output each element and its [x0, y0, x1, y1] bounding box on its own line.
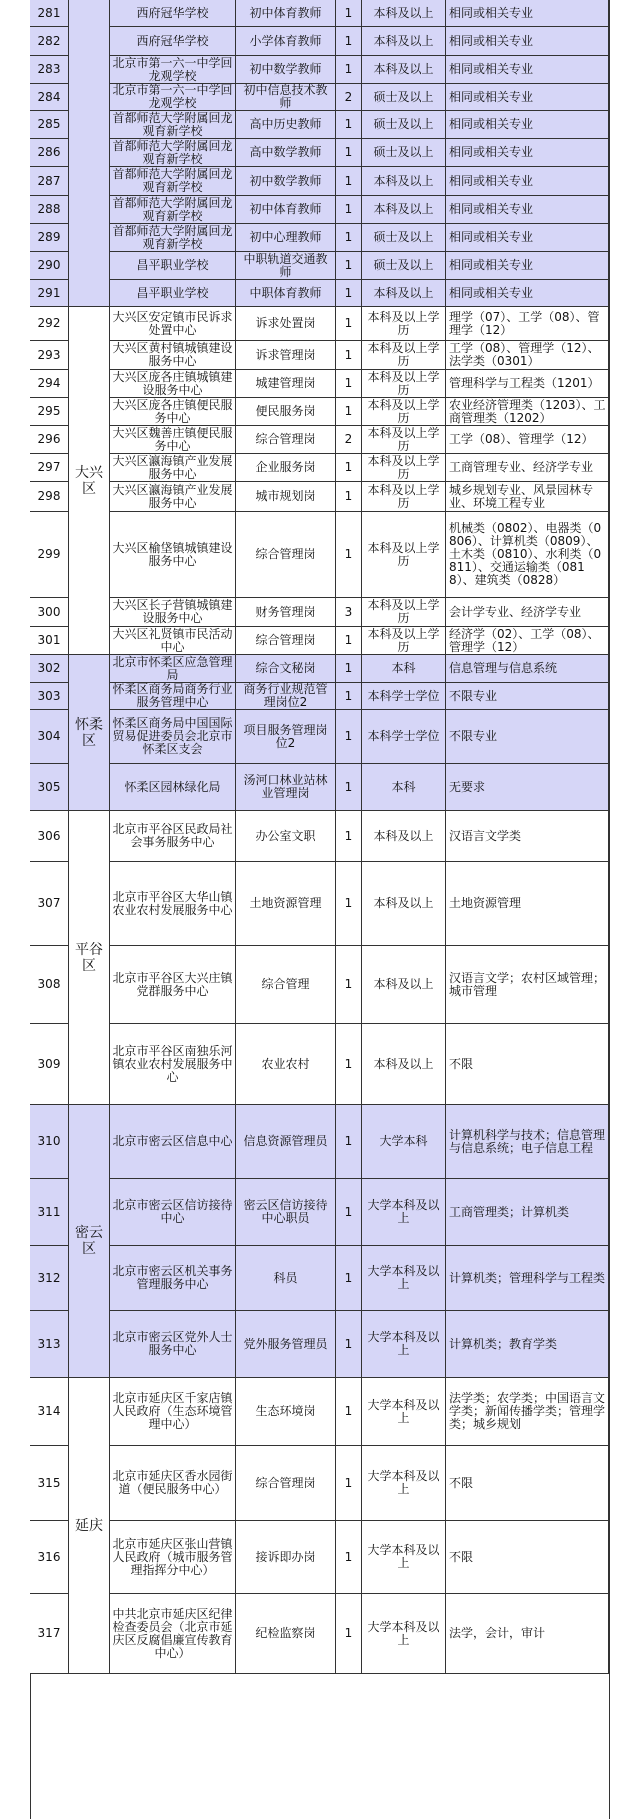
position-cell: 办公室文职	[236, 811, 336, 862]
count-cell: 1	[336, 1446, 362, 1521]
count-cell: 1	[336, 252, 362, 280]
count-cell: 1	[336, 307, 362, 341]
education-cell: 本科及以上学历	[362, 426, 446, 454]
education-cell: 本科及以上	[362, 946, 446, 1024]
position-cell: 综合管理岗	[236, 426, 336, 454]
unit-cell: 首都师范大学附属回龙观育新学校	[110, 196, 236, 224]
count-cell: 1	[336, 111, 362, 139]
position-cell: 综合管理岗	[236, 627, 336, 655]
major-cell: 法学类；农学类；中国语言文学类；新闻传播学类；管理学类；城乡规划	[446, 1378, 609, 1446]
count-cell: 1	[336, 370, 362, 398]
row-number-cell: 304	[30, 710, 69, 764]
major-cell: 工商管理类；计算机类	[446, 1179, 609, 1246]
position-cell: 小学体育教师	[236, 27, 336, 56]
row-number-cell: 299	[30, 512, 69, 598]
major-cell: 不限	[446, 1521, 609, 1594]
major-cell: 相同或相关专业	[446, 252, 609, 280]
major-cell: 会计学专业、经济学专业	[446, 598, 609, 627]
count-cell: 1	[336, 710, 362, 764]
major-cell: 相同或相关专业	[446, 139, 609, 167]
education-cell: 本科及以上	[362, 1024, 446, 1105]
count-cell: 1	[336, 1378, 362, 1446]
row-number-cell: 309	[30, 1024, 69, 1105]
position-cell: 便民服务岗	[236, 398, 336, 426]
major-cell: 经济学（02）、工学（08）、管理学（12）	[446, 627, 609, 655]
position-cell: 信息资源管理员	[236, 1105, 336, 1179]
count-cell: 1	[336, 1179, 362, 1246]
unit-cell: 北京市第一六一中学回龙观学校	[110, 56, 236, 84]
major-cell: 相同或相关专业	[446, 111, 609, 139]
position-cell: 中职轨道交通教师	[236, 252, 336, 280]
position-cell: 纪检监察岗	[236, 1594, 336, 1674]
row-number-cell: 316	[30, 1521, 69, 1594]
education-cell: 硕士及以上	[362, 252, 446, 280]
major-cell: 汉语言文学类	[446, 811, 609, 862]
row-number-cell: 295	[30, 398, 69, 426]
row-number-cell: 288	[30, 196, 69, 224]
row-number-cell: 292	[30, 307, 69, 341]
major-cell: 不限专业	[446, 683, 609, 710]
education-cell: 本科及以上学历	[362, 398, 446, 426]
major-cell: 相同或相关专业	[446, 27, 609, 56]
row-number-cell: 281	[30, 0, 69, 27]
row-number-cell: 308	[30, 946, 69, 1024]
count-cell: 1	[336, 1105, 362, 1179]
position-cell: 项目服务管理岗位2	[236, 710, 336, 764]
row-number-cell: 302	[30, 655, 69, 683]
major-cell: 土地资源管理	[446, 862, 609, 946]
row-number-cell: 291	[30, 280, 69, 307]
education-cell: 本科及以上学历	[362, 598, 446, 627]
major-cell: 工学（08）、管理学（12）	[446, 426, 609, 454]
district-cell: 平谷区	[69, 811, 110, 1105]
count-cell: 1	[336, 398, 362, 426]
major-cell: 无要求	[446, 764, 609, 811]
unit-cell: 北京市第一六一中学回龙观学校	[110, 84, 236, 111]
unit-cell: 怀柔区商务局商务行业服务管理中心	[110, 683, 236, 710]
count-cell: 1	[336, 1311, 362, 1378]
position-cell: 初中信息技术教师	[236, 84, 336, 111]
position-cell: 综合文秘岗	[236, 655, 336, 683]
education-cell: 硕士及以上	[362, 224, 446, 252]
position-cell: 城市规划岗	[236, 482, 336, 512]
position-cell: 初中体育教师	[236, 0, 336, 27]
position-cell: 企业服务岗	[236, 454, 336, 482]
position-cell: 综合管理岗	[236, 1446, 336, 1521]
unit-cell: 北京市延庆区张山营镇人民政府（城市服务管理指挥分中心）	[110, 1521, 236, 1594]
row-number-cell: 303	[30, 683, 69, 710]
unit-cell: 北京市密云区信访接待中心	[110, 1179, 236, 1246]
education-cell: 本科及以上	[362, 862, 446, 946]
position-cell: 初中数学教师	[236, 167, 336, 196]
major-cell: 相同或相关专业	[446, 196, 609, 224]
count-cell: 1	[336, 224, 362, 252]
count-cell: 1	[336, 1024, 362, 1105]
education-cell: 硕士及以上	[362, 139, 446, 167]
unit-cell: 北京市密云区信息中心	[110, 1105, 236, 1179]
unit-cell: 西府冠华学校	[110, 0, 236, 27]
position-cell: 初中数学教师	[236, 56, 336, 84]
count-cell: 1	[336, 482, 362, 512]
unit-cell: 首都师范大学附属回龙观育新学校	[110, 167, 236, 196]
unit-cell: 北京市平谷区大兴庄镇党群服务中心	[110, 946, 236, 1024]
count-cell: 1	[336, 862, 362, 946]
education-cell: 本科及以上学历	[362, 482, 446, 512]
row-number-cell: 293	[30, 341, 69, 370]
district-cell: 大兴区	[69, 307, 110, 655]
position-cell: 综合管理岗	[236, 512, 336, 598]
major-cell: 城乡规划专业、风景园林专业、环境工程专业	[446, 482, 609, 512]
education-cell: 本科及以上学历	[362, 307, 446, 341]
major-cell: 不限	[446, 1024, 609, 1105]
unit-cell: 首都师范大学附属回龙观育新学校	[110, 111, 236, 139]
unit-cell: 怀柔区商务局中国国际贸易促进委员会北京市怀柔区支会	[110, 710, 236, 764]
count-cell: 1	[336, 341, 362, 370]
major-cell: 汉语言文学；农村区域管理；城市管理	[446, 946, 609, 1024]
education-cell: 大学本科及以上	[362, 1378, 446, 1446]
count-cell: 2	[336, 426, 362, 454]
major-cell: 相同或相关专业	[446, 84, 609, 111]
row-number-cell: 296	[30, 426, 69, 454]
major-cell: 农业经济管理类（1203）、工商管理类（1202）	[446, 398, 609, 426]
row-number-cell: 305	[30, 764, 69, 811]
row-number-cell: 310	[30, 1105, 69, 1179]
major-cell: 工学（08）、管理学（12）、法学类（0301）	[446, 341, 609, 370]
unit-cell: 昌平职业学校	[110, 280, 236, 307]
row-number-cell: 307	[30, 862, 69, 946]
count-cell: 1	[336, 655, 362, 683]
row-number-cell: 298	[30, 482, 69, 512]
row-number-cell: 289	[30, 224, 69, 252]
count-cell: 1	[336, 27, 362, 56]
education-cell: 本科学士学位	[362, 710, 446, 764]
position-cell: 接诉即办岗	[236, 1521, 336, 1594]
row-number-cell: 290	[30, 252, 69, 280]
education-cell: 本科	[362, 764, 446, 811]
unit-cell: 大兴区瀛海镇产业发展服务中心	[110, 454, 236, 482]
row-number-cell: 300	[30, 598, 69, 627]
position-cell: 城建管理岗	[236, 370, 336, 398]
major-cell: 相同或相关专业	[446, 280, 609, 307]
education-cell: 硕士及以上	[362, 84, 446, 111]
count-cell: 1	[336, 167, 362, 196]
row-number-cell: 282	[30, 27, 69, 56]
unit-cell: 首都师范大学附属回龙观育新学校	[110, 139, 236, 167]
unit-cell: 北京市延庆区香水园街道（便民服务中心）	[110, 1446, 236, 1521]
row-number-cell: 313	[30, 1311, 69, 1378]
education-cell: 本科及以上	[362, 196, 446, 224]
count-cell: 1	[336, 683, 362, 710]
unit-cell: 大兴区庞各庄镇便民服务中心	[110, 398, 236, 426]
education-cell: 本科及以上学历	[362, 512, 446, 598]
position-cell: 密云区信访接待中心职员	[236, 1179, 336, 1246]
major-cell: 计算机类；管理科学与工程类	[446, 1246, 609, 1311]
education-cell: 本科及以上学历	[362, 341, 446, 370]
education-cell: 本科及以上	[362, 167, 446, 196]
unit-cell: 怀柔区园林绿化局	[110, 764, 236, 811]
education-cell: 本科及以上	[362, 0, 446, 27]
major-cell: 管理科学与工程类（1201）	[446, 370, 609, 398]
position-cell: 科员	[236, 1246, 336, 1311]
education-cell: 大学本科及以上	[362, 1521, 446, 1594]
position-cell: 商务行业规范管理岗位2	[236, 683, 336, 710]
unit-cell: 大兴区长子营镇城镇建设服务中心	[110, 598, 236, 627]
unit-cell: 北京市平谷区民政局社会事务服务中心	[110, 811, 236, 862]
row-number-cell: 306	[30, 811, 69, 862]
unit-cell: 北京市平谷区南独乐河镇农业农村发展服务中心	[110, 1024, 236, 1105]
unit-cell: 北京市平谷区大华山镇农业农村发展服务中心	[110, 862, 236, 946]
count-cell: 1	[336, 627, 362, 655]
position-cell: 财务管理岗	[236, 598, 336, 627]
education-cell: 本科及以上学历	[362, 370, 446, 398]
position-cell: 生态环境岗	[236, 1378, 336, 1446]
row-number-cell: 287	[30, 167, 69, 196]
district-cell: 延庆	[69, 1378, 110, 1674]
position-cell: 高中数学教师	[236, 139, 336, 167]
education-cell: 大学本科及以上	[362, 1246, 446, 1311]
unit-cell: 西府冠华学校	[110, 27, 236, 56]
position-cell: 土地资源管理	[236, 862, 336, 946]
unit-cell: 北京市密云区机关事务管理服务中心	[110, 1246, 236, 1311]
row-number-cell: 294	[30, 370, 69, 398]
education-cell: 大学本科及以上	[362, 1311, 446, 1378]
count-cell: 1	[336, 1521, 362, 1594]
unit-cell: 北京市怀柔区应急管理局	[110, 655, 236, 683]
major-cell: 信息管理与信息系统	[446, 655, 609, 683]
major-cell: 理学（07）、工学（08）、管理学（12）	[446, 307, 609, 341]
row-number-cell: 311	[30, 1179, 69, 1246]
position-cell: 诉求管理岗	[236, 341, 336, 370]
position-cell: 中职体育教师	[236, 280, 336, 307]
row-number-cell: 317	[30, 1594, 69, 1674]
row-number-cell: 285	[30, 111, 69, 139]
major-cell: 机械类（0802）、电器类（0806）、计算机类（0809）、土木类（0810）、水利类（0811）、交通运输类（0818）、建筑类（0828）	[446, 512, 609, 598]
district-cell	[69, 0, 110, 307]
unit-cell: 大兴区庞各庄镇城镇建设服务中心	[110, 370, 236, 398]
district-cell: 密云区	[69, 1105, 110, 1378]
major-cell: 相同或相关专业	[446, 224, 609, 252]
education-cell: 大学本科及以上	[362, 1446, 446, 1521]
row-number-cell: 284	[30, 84, 69, 111]
education-cell: 本科及以上	[362, 56, 446, 84]
major-cell: 计算机科学与技术；信息管理与信息系统；电子信息工程	[446, 1105, 609, 1179]
row-number-cell: 315	[30, 1446, 69, 1521]
count-cell: 2	[336, 84, 362, 111]
count-cell: 3	[336, 598, 362, 627]
count-cell: 1	[336, 454, 362, 482]
position-cell: 汤河口林业站林业管理岗	[236, 764, 336, 811]
unit-cell: 北京市密云区党外人士服务中心	[110, 1311, 236, 1378]
unit-cell: 大兴区安定镇市民诉求处置中心	[110, 307, 236, 341]
position-cell: 党外服务管理员	[236, 1311, 336, 1378]
district-cell: 怀柔区	[69, 655, 110, 811]
count-cell: 1	[336, 280, 362, 307]
row-number-cell: 312	[30, 1246, 69, 1311]
position-cell: 诉求处置岗	[236, 307, 336, 341]
unit-cell: 大兴区榆垡镇城镇建设服务中心	[110, 512, 236, 598]
count-cell: 1	[336, 512, 362, 598]
unit-cell: 大兴区礼贤镇市民活动中心	[110, 627, 236, 655]
unit-cell: 首都师范大学附属回龙观育新学校	[110, 224, 236, 252]
count-cell: 1	[336, 1594, 362, 1674]
position-cell: 高中历史教师	[236, 111, 336, 139]
major-cell: 不限专业	[446, 710, 609, 764]
major-cell: 计算机类；教育学类	[446, 1311, 609, 1378]
unit-cell: 北京市延庆区千家店镇人民政府（生态环境管理中心）	[110, 1378, 236, 1446]
major-cell: 相同或相关专业	[446, 0, 609, 27]
unit-cell: 大兴区瀛海镇产业发展服务中心	[110, 482, 236, 512]
row-number-cell: 286	[30, 139, 69, 167]
education-cell: 本科及以上	[362, 27, 446, 56]
education-cell: 本科及以上	[362, 811, 446, 862]
table-right-border	[609, 0, 610, 1819]
education-cell: 本科及以上学历	[362, 454, 446, 482]
education-cell: 本科及以上	[362, 280, 446, 307]
count-cell: 1	[336, 811, 362, 862]
education-cell: 大学本科及以上	[362, 1594, 446, 1674]
major-cell: 相同或相关专业	[446, 167, 609, 196]
education-cell: 大学本科及以上	[362, 1179, 446, 1246]
unit-cell: 昌平职业学校	[110, 252, 236, 280]
row-number-cell: 314	[30, 1378, 69, 1446]
major-cell: 法学，会计，审计	[446, 1594, 609, 1674]
major-cell: 相同或相关专业	[446, 56, 609, 84]
position-cell: 农业农村	[236, 1024, 336, 1105]
position-cell: 综合管理	[236, 946, 336, 1024]
count-cell: 1	[336, 0, 362, 27]
education-cell: 硕士及以上	[362, 111, 446, 139]
education-cell: 本科及以上学历	[362, 627, 446, 655]
major-cell: 不限	[446, 1446, 609, 1521]
row-number-cell: 283	[30, 56, 69, 84]
position-cell: 初中体育教师	[236, 196, 336, 224]
row-number-cell: 297	[30, 454, 69, 482]
count-cell: 1	[336, 139, 362, 167]
count-cell: 1	[336, 946, 362, 1024]
education-cell: 大学本科	[362, 1105, 446, 1179]
position-cell: 初中心理教师	[236, 224, 336, 252]
unit-cell: 大兴区黄村镇城镇建设服务中心	[110, 341, 236, 370]
unit-cell: 大兴区魏善庄镇便民服务中心	[110, 426, 236, 454]
row-number-cell: 301	[30, 627, 69, 655]
count-cell: 1	[336, 764, 362, 811]
major-cell: 工商管理专业、经济学专业	[446, 454, 609, 482]
count-cell: 1	[336, 196, 362, 224]
education-cell: 本科	[362, 655, 446, 683]
education-cell: 本科学士学位	[362, 683, 446, 710]
count-cell: 1	[336, 1246, 362, 1311]
unit-cell: 中共北京市延庆区纪律检查委员会（北京市延庆区反腐倡廉宣传教育中心）	[110, 1594, 236, 1674]
count-cell: 1	[336, 56, 362, 84]
